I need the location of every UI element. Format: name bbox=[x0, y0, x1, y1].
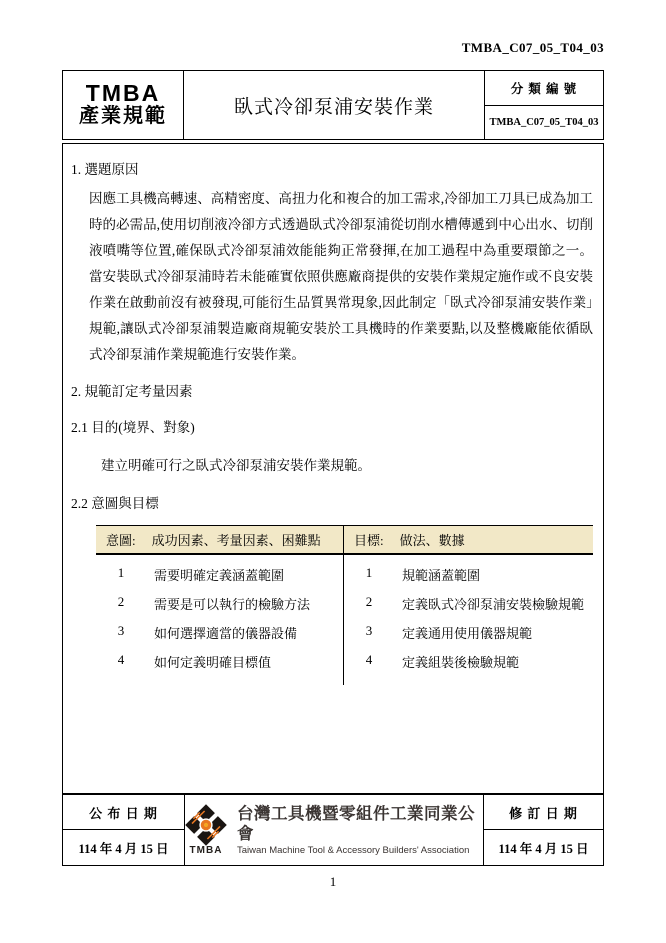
section-1-paragraph: 因應工具機高轉速、高精密度、高扭力化和複合的加工需求,冷卻加工刀具已成為加工時的必需品,使用切削液冷卻方式透過臥式冷卻泵浦從切削水槽傳遞到中心出水、切削液噴嘴等位置,確保臥式冷卻泵浦效能能夠正常發揮,在加工過程中為重要環節之一。當安裝臥式冷卻泵浦時若未能確實依照供應廠商提供的安裝作業規定施作或不良安裝作業在啟動前沒有被發現,可能衍生品質異常現象,因此制定「臥式冷卻泵浦安裝作業」規範,讓臥式冷卻泵浦製造廠商規範安裝於工具機時的作業要點,以及整機廠能依循臥式冷卻泵浦作業規範進行安裝作業。 bbox=[89, 191, 593, 362]
tmba-logo-text: TMBA bbox=[189, 845, 223, 856]
intent-cell bbox=[96, 613, 344, 642]
classification-value: TMBA_C07_05_T04_03 bbox=[489, 117, 599, 128]
intent-text: 如何選擇適當的儀器設備 bbox=[154, 626, 298, 641]
publish-date-label: 公 布 日 期 bbox=[63, 795, 184, 830]
header-org-block bbox=[63, 71, 184, 139]
classification-label: 分 類 編 號 bbox=[485, 71, 603, 106]
goal-number: 2 bbox=[365, 594, 373, 609]
association-block bbox=[185, 795, 483, 865]
goal-text: 定義通用使用儀器規範 bbox=[402, 626, 533, 641]
intent-number: 2 bbox=[117, 594, 125, 609]
intent-header-desc: 成功因素、考量因素、困難點 bbox=[151, 533, 321, 548]
table-row bbox=[96, 642, 593, 685]
intent-text: 如何定義明確目標值 bbox=[154, 655, 272, 670]
page-number: 1 bbox=[329, 874, 337, 889]
publish-date-value: 114 年 4 月 15 日 bbox=[78, 841, 169, 856]
table-header-intent bbox=[96, 526, 344, 553]
goal-number: 1 bbox=[365, 565, 373, 580]
goal-header-desc: 做法、數據 bbox=[399, 533, 465, 548]
section-2-1-paragraph: 建立明確可行之臥式冷卻泵浦安裝作業規範。 bbox=[101, 458, 371, 473]
revision-date-value: 114 年 4 月 15 日 bbox=[498, 841, 589, 856]
goal-text: 定義臥式冷卻泵浦安裝檢驗規範 bbox=[402, 597, 585, 612]
intent-cell bbox=[96, 642, 344, 685]
goal-cell bbox=[344, 613, 593, 642]
document-title: 臥式冷卻泵浦安裝作業 bbox=[233, 96, 434, 118]
tmba-logo-icon bbox=[185, 804, 227, 846]
intent-number: 1 bbox=[117, 565, 125, 580]
footer-table bbox=[62, 794, 604, 866]
document-body bbox=[62, 143, 604, 794]
table-header-goal bbox=[344, 526, 593, 553]
goal-number: 3 bbox=[365, 623, 373, 638]
association-name-zh: 台灣工具機暨零組件工業同業公會 bbox=[237, 804, 475, 843]
document-code: TMBA_C07_05_T04_03 bbox=[461, 40, 604, 55]
table-header-row bbox=[96, 525, 593, 555]
goal-text: 定義組裝後檢驗規範 bbox=[402, 655, 520, 670]
table-row bbox=[96, 555, 593, 584]
section-2-1-heading: 2.1 目的(境界、對象) bbox=[71, 420, 195, 435]
org-wordmark: TMBA bbox=[85, 80, 161, 106]
section-1-heading: 1. 選題原因 bbox=[71, 162, 139, 177]
goal-cell bbox=[344, 642, 593, 685]
intent-text: 需要明確定義涵蓋範圍 bbox=[154, 568, 285, 583]
goal-cell bbox=[344, 555, 593, 584]
association-name-en: Taiwan Machine Tool & Accessory Builders' Association bbox=[237, 844, 470, 856]
goal-cell bbox=[344, 584, 593, 613]
intent-cell bbox=[96, 555, 344, 584]
section-2-heading: 2. 規範訂定考量因素 bbox=[71, 384, 193, 399]
revision-date-label: 修 訂 日 期 bbox=[484, 795, 603, 830]
intent-goal-table bbox=[96, 525, 593, 685]
section-2-2-heading: 2.2 意圖與目標 bbox=[71, 496, 159, 511]
intent-header-label: 意圖: bbox=[106, 533, 136, 548]
goal-header-label: 目標: bbox=[354, 533, 384, 548]
header-table bbox=[62, 70, 604, 140]
association-name-block bbox=[237, 804, 483, 857]
org-spec-label: 產業規範 bbox=[79, 105, 167, 127]
goal-text: 規範涵蓋範圍 bbox=[402, 568, 481, 583]
table-row bbox=[96, 584, 593, 613]
classification-block bbox=[484, 71, 603, 139]
goal-number: 4 bbox=[365, 652, 373, 667]
intent-number: 4 bbox=[117, 652, 125, 667]
tmba-logo bbox=[185, 804, 227, 856]
revision-date-block bbox=[483, 795, 603, 865]
intent-number: 3 bbox=[117, 623, 125, 638]
publish-date-block bbox=[63, 795, 185, 865]
intent-text: 需要是可以執行的檢驗方法 bbox=[154, 597, 311, 612]
table-row bbox=[96, 613, 593, 642]
intent-cell bbox=[96, 584, 344, 613]
